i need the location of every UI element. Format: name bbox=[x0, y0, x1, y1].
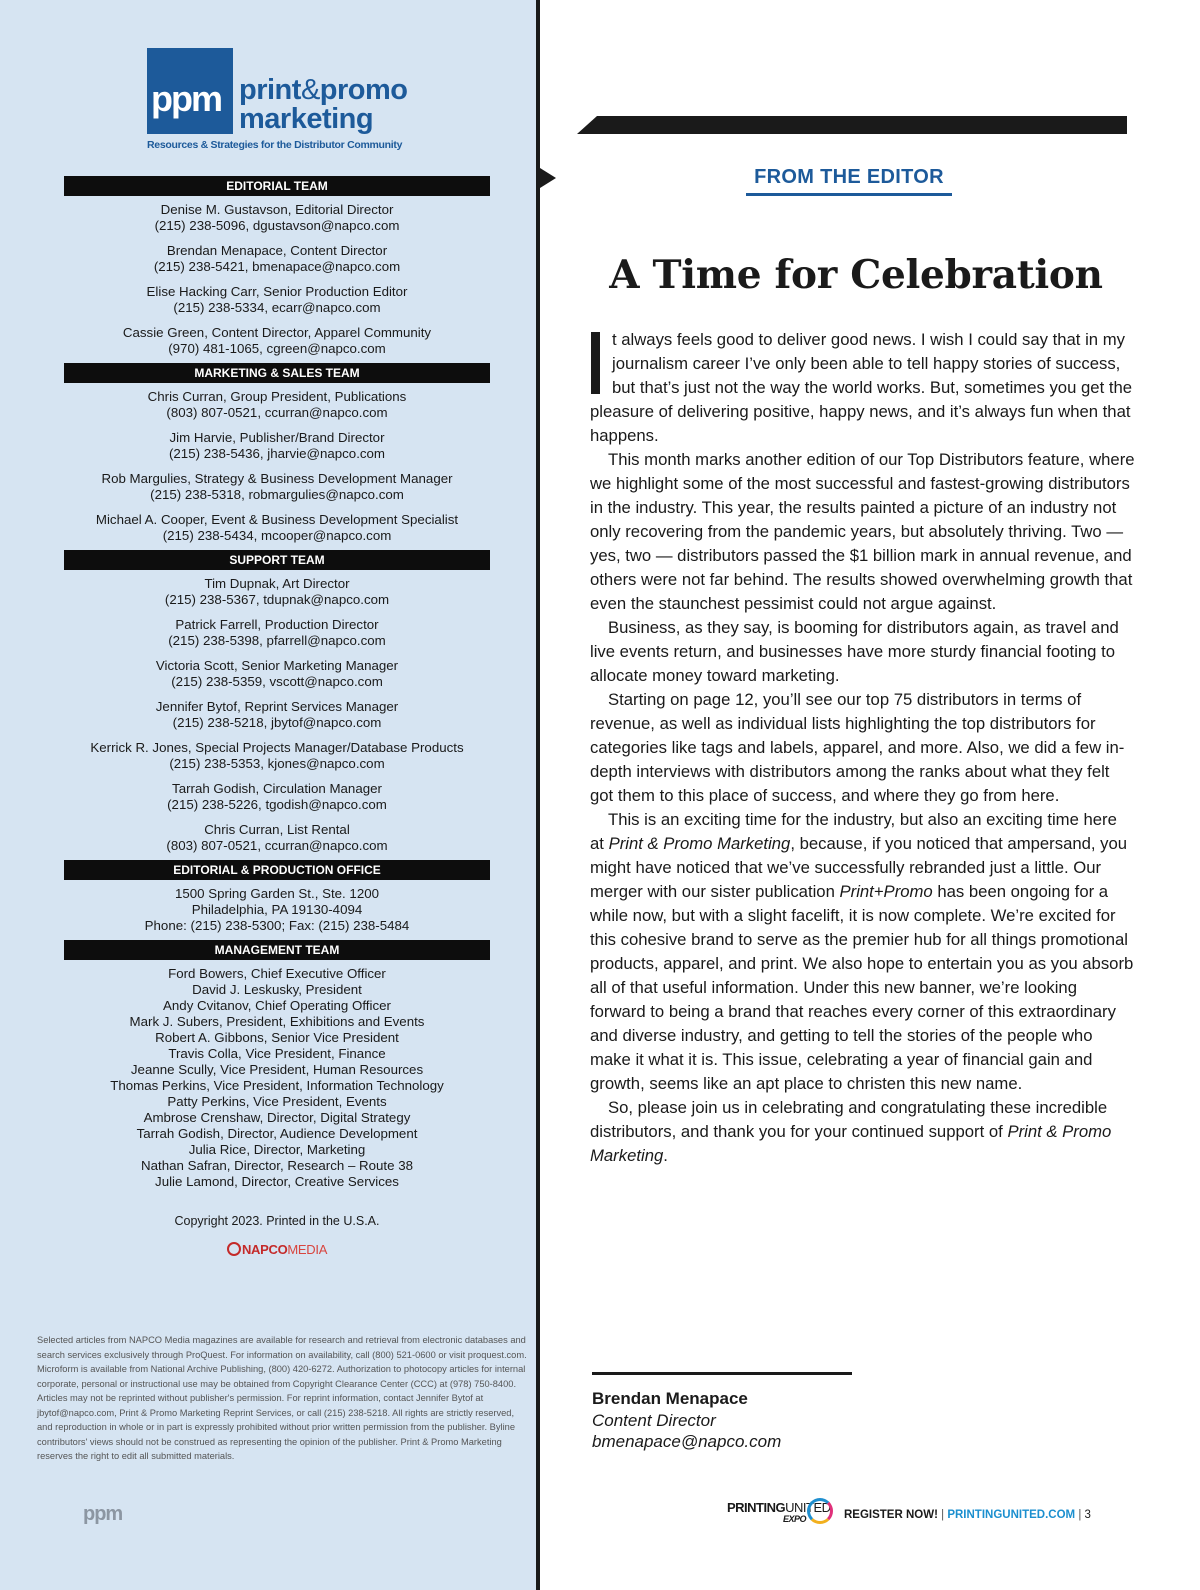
editorial-team-heading: EDITORIAL TEAM bbox=[64, 176, 490, 196]
page-footer bbox=[727, 1496, 1167, 1532]
author-email[interactable]: bmenapace@napco.com bbox=[592, 1432, 782, 1451]
article-body bbox=[590, 328, 1135, 1168]
staff-entry: Kerrick R. Jones, Special Projects Manager/Database Products (215) 238-5353, kjones@napco.com bbox=[90, 740, 464, 771]
office-heading: EDITORIAL & PRODUCTION OFFICE bbox=[64, 860, 490, 880]
staff-entry: Elise Hacking Carr, Senior Production Editor (215) 238-5334, ecarr@napco.com bbox=[146, 284, 408, 315]
list-item: Julia Rice, Director, Marketing bbox=[188, 1142, 366, 1157]
staff-entry: Rob Margulies, Strategy & Business Development Manager (215) 238-5318, robmargulies@napco.com bbox=[101, 471, 453, 502]
ppm-logo bbox=[147, 48, 447, 158]
article-paragraph: This is an exciting time for the industry, but also an exciting time here at Print & Promo Marketing, because, if you noticed that ampersand, you might have noticed that we’ve successfully rebranded just a little. Our merger with our sister publication Print+Promo has been ongoing for a while now, but with a slight facelift, it is now complete. We’re excited for this cohesive brand to serve as the premier hub for all things promotional products, apparel, and print. We also hope to entertain you as you absorb all of that useful information. Under this new banner, we’re looking forward to being a brand that reaches every corner of this extraordinary and diverse industry, and getting to tell the stories of the people who make it what it is. This issue, celebrating a year of financial gain and growth, seems like an apt place to christen this new name. bbox=[590, 810, 1134, 1093]
divider-arrow-icon bbox=[540, 168, 556, 188]
staff-entry: Chris Curran, List Rental (803) 807-0521, ccurran@napco.com bbox=[166, 822, 388, 853]
drop-cap-i bbox=[591, 332, 600, 394]
author-name: Brendan Menapace bbox=[592, 1389, 748, 1408]
author-title: Content Director bbox=[592, 1410, 716, 1430]
list-item: Ambrose Crenshaw, Director, Digital Strategy bbox=[143, 1110, 411, 1125]
column-divider bbox=[536, 0, 540, 1590]
list-item: Robert A. Gibbons, Senior Vice President bbox=[155, 1030, 399, 1045]
article-paragraph: Starting on page 12, you’ll see our top 75 distributors in terms of revenue, as well as individual lists highlighting the top distributors for categories like tags and labels, apparel, and more. Also, we did a few in-depth interviews with distributors among the ranks about what they felt got them to this place of success, and where they go from here. bbox=[590, 690, 1125, 805]
signature-rule bbox=[592, 1372, 852, 1375]
staff-entry: Brendan Menapace, Content Director (215) 238-5421, bmenapace@napco.com bbox=[153, 243, 401, 274]
list-item: Mark J. Subers, President, Exhibitions and Events bbox=[129, 1014, 425, 1029]
ppm-logo-wordmark: print&promo marketing bbox=[239, 74, 408, 135]
list-item: Patty Perkins, Vice President, Events bbox=[167, 1094, 387, 1109]
article-paragraph: So, please join us in celebrating and congratulating these incredible distributors, and thank you for your continued support of Print & Promo Marketing. bbox=[590, 1098, 1112, 1165]
article-paragraph: This month marks another edition of our Top Distributors feature, where we highlight some of the most successful and fastest-growing distributors in the industry. This year, the results painted a picture of an industry not only recovering from the pandemic years, but absolutely thriving. Two — yes, two — distributors passed the $1 billion mark in annual revenue, and others were not far behind. The results showed overwhelming growth that even the staunchest pessimist could not argue against. bbox=[590, 450, 1135, 613]
list-item: Andy Cvitanov, Chief Operating Officer bbox=[163, 998, 391, 1013]
footer-cta: REGISTER NOW! | PRINTINGUNITED.COM | 3 bbox=[844, 1509, 1091, 1521]
article-headline: A Time for Celebration bbox=[609, 252, 1103, 298]
management-team-heading: MANAGEMENT TEAM bbox=[64, 940, 490, 960]
fine-print: Selected articles from NAPCO Media magazines are available for research and retrieval from electronic databases and search services exclusively through ProQuest. For information on availability, call (800) 521-0600 or visit proquest.com. Microform is available from National Archive Publishing, (800) 420-6272. Authorization to photocopy articles for internal corporate, personal or instructional use may be obtained from Copyright Clearance Center (CCC) at (978) 750-8400. Articles may not be reprinted without publisher's permission. For reprint information, contact Jennifer Bytof at jbytof@napco.com, Print & Promo Marketing Reprint Services, or call (215) 238-5218. All rights are strictly reserved, and reproduction in whole or in part is expressly prohibited without prior written permission from the publisher. Byline contributors' views should not be construed as representing the opinion of the publisher. Print & Promo Marketing reserves the right to edit all submitted materials. bbox=[37, 1335, 527, 1461]
office-address bbox=[34, 886, 520, 934]
support-team-list bbox=[34, 576, 520, 854]
masthead-panel bbox=[0, 0, 536, 1590]
list-item: David J. Leskusky, President bbox=[192, 982, 362, 997]
marketing-team-list bbox=[34, 389, 520, 544]
management-team-list bbox=[34, 966, 520, 1190]
marketing-team-heading: MARKETING & SALES TEAM bbox=[64, 363, 490, 383]
list-item: Tarrah Godish, Director, Audience Development bbox=[136, 1126, 418, 1141]
printing-united-ring-icon bbox=[807, 1498, 833, 1524]
ppm-footer-mark: ppm bbox=[83, 1503, 123, 1525]
staff-entry: Patrick Farrell, Production Director (215) 238-5398, pfarrell@napco.com bbox=[168, 617, 386, 648]
section-kicker: FROM THE EDITOR bbox=[746, 166, 952, 196]
author-signature bbox=[592, 1388, 781, 1453]
list-item: Jeanne Scully, Vice President, Human Resources bbox=[130, 1062, 424, 1077]
logo-tagline: Resources & Strategies for the Distributor Community bbox=[147, 139, 403, 151]
office-address-block: 1500 Spring Garden St., Ste. 1200 Philadelphia, PA 19130-4094 Phone: (215) 238-5300; Fax: (215) 238-5484 bbox=[144, 886, 410, 933]
list-item: Julie Lamond, Director, Creative Services bbox=[155, 1174, 399, 1189]
napco-media-logo: NAPCOMEDIA bbox=[64, 1242, 490, 1257]
staff-entry: Denise M. Gustavson, Editorial Director (215) 238-5096, dgustavson@napco.com bbox=[154, 202, 400, 233]
list-item: Travis Colla, Vice President, Finance bbox=[168, 1046, 386, 1061]
copyright-notice: Copyright 2023. Printed in the U.S.A. bbox=[174, 1214, 380, 1228]
list-item: Thomas Perkins, Vice President, Information Technology bbox=[110, 1078, 444, 1093]
printing-united-logo[interactable]: PRINTINGUNITED EXPO bbox=[727, 1500, 831, 1524]
staff-entry: Tarrah Godish, Circulation Manager (215) 238-5226, tgodish@napco.com bbox=[167, 781, 387, 812]
staff-entry: Michael A. Cooper, Event & Business Development Specialist (215) 238-5434, mcooper@napco.com bbox=[95, 512, 459, 543]
printingunited-url-link[interactable]: PRINTINGUNITED.COM bbox=[947, 1509, 1076, 1521]
staff-entry: Jennifer Bytof, Reprint Services Manager (215) 238-5218, jbytof@napco.com bbox=[155, 699, 399, 730]
page-number: 3 bbox=[1084, 1509, 1091, 1521]
masthead-directory bbox=[64, 176, 490, 1257]
ppm-logo-mark: ppm bbox=[147, 48, 233, 134]
list-item: Ford Bowers, Chief Executive Officer bbox=[168, 966, 386, 981]
article-paragraph: t always feels good to deliver good news. I wish I could say that in my journalism career I’ve only been able to tell happy stories of success, but that’s just not the way the world works. But, sometimes you get the pleasure of delivering positive, happy news, and it’s always fun when that happens. bbox=[590, 330, 1133, 445]
staff-entry: Jim Harvie, Publisher/Brand Director (215) 238-5436, jharvie@napco.com bbox=[168, 430, 386, 461]
staff-entry: Chris Curran, Group President, Publications (803) 807-0521, ccurran@napco.com bbox=[147, 389, 407, 420]
support-team-heading: SUPPORT TEAM bbox=[64, 550, 490, 570]
staff-entry: Tim Dupnak, Art Director (215) 238-5367, tdupnak@napco.com bbox=[164, 576, 390, 607]
staff-entry: Victoria Scott, Senior Marketing Manager (215) 238-5359, vscott@napco.com bbox=[155, 658, 399, 689]
napco-ring-icon bbox=[227, 1242, 241, 1256]
staff-entry: Cassie Green, Content Director, Apparel Community (970) 481-1065, cgreen@napco.com bbox=[122, 325, 432, 356]
editorial-team-list bbox=[34, 202, 520, 357]
list-item: Nathan Safran, Director, Research – Route 38 bbox=[141, 1158, 413, 1173]
header-rule bbox=[577, 116, 1127, 134]
register-now-link[interactable]: REGISTER NOW! bbox=[844, 1509, 938, 1521]
article-paragraph: Business, as they say, is booming for distributors again, as travel and live events return, and businesses have more sturdy financial footing to allocate money toward marketing. bbox=[590, 618, 1119, 685]
